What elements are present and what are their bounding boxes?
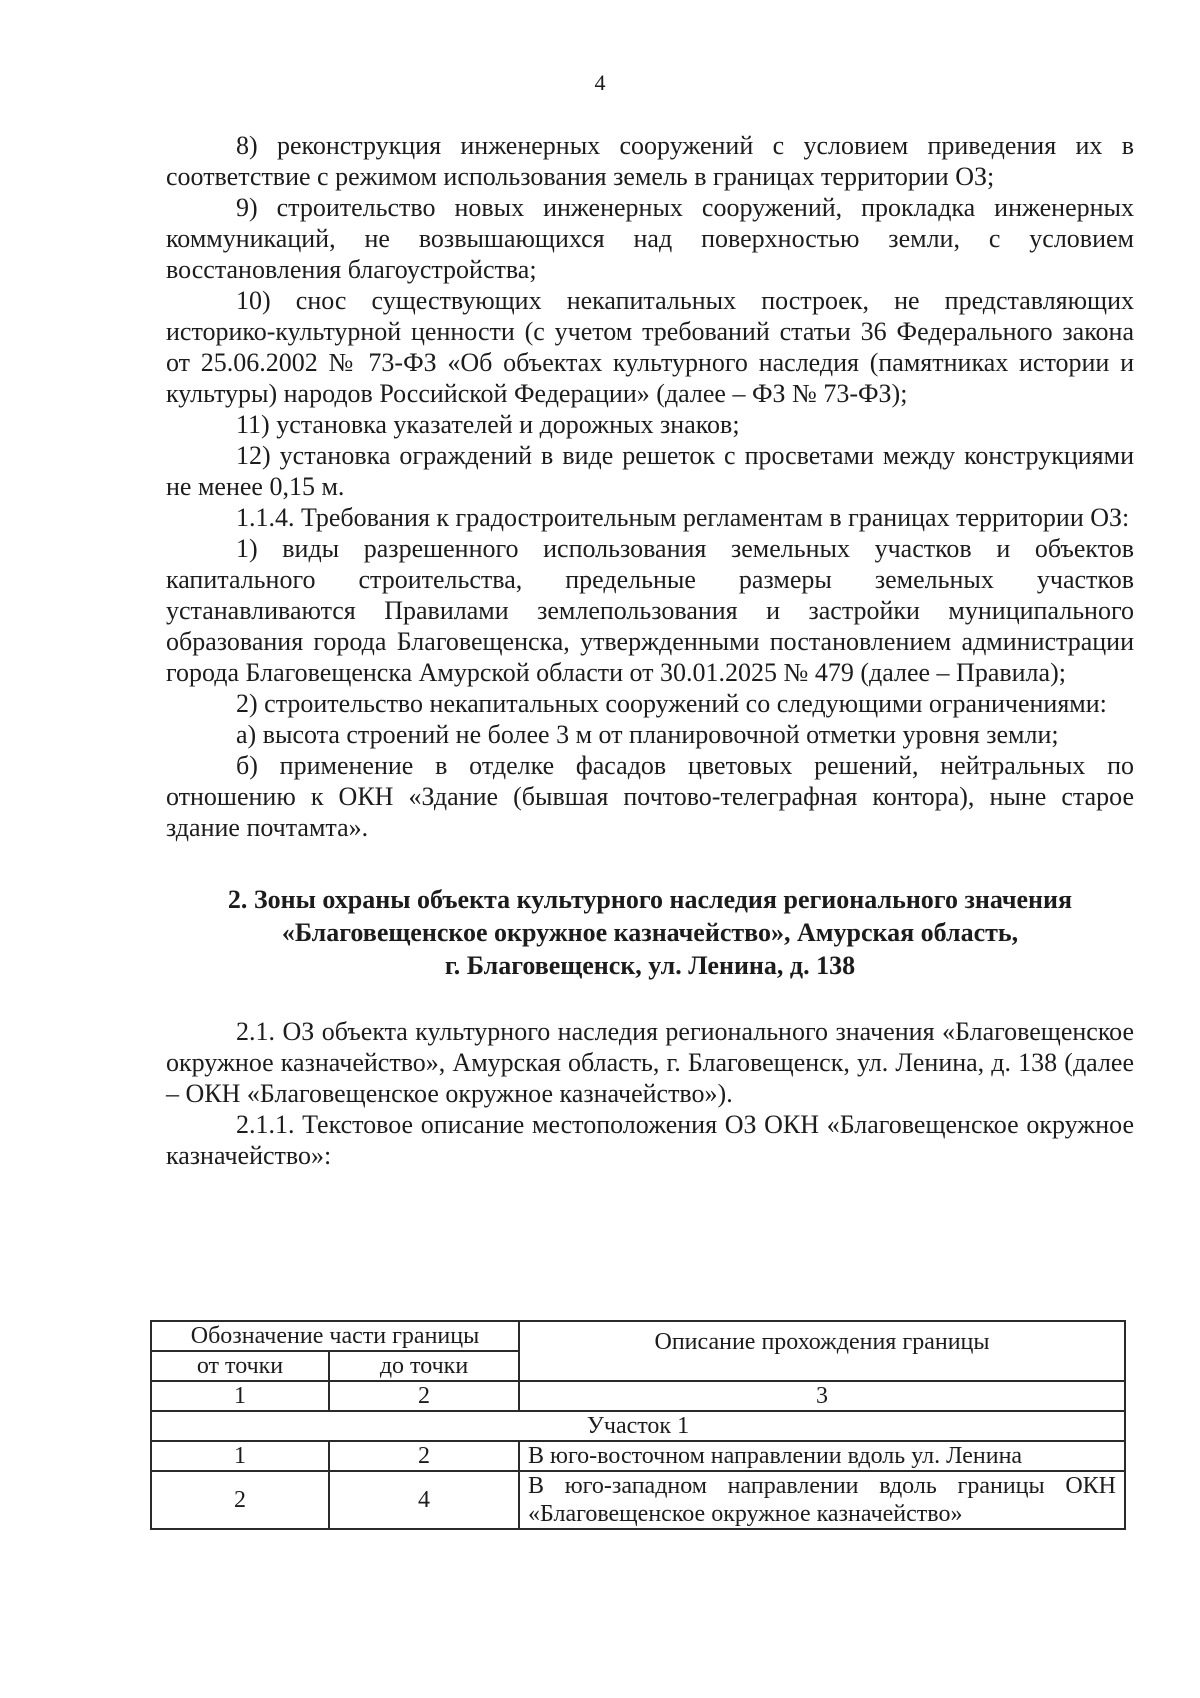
desc-cell: В юго-восточном направлении вдоль ул. Ленина — [519, 1441, 1125, 1471]
desc-cell: В юго-западном направлении вдоль границы ОКН «Благовещенское окружное казначейство» — [519, 1471, 1125, 1529]
from-cell: 2 — [151, 1471, 329, 1529]
table-row — [151, 1471, 1125, 1529]
paragraph-item-11: 11) установка указателей и дорожных знаков; — [236, 410, 740, 439]
colnum-cell: 2 — [329, 1381, 519, 1411]
paragraph-item-10: 10) снос существующих некапитальных построек, не представляющих историко-культурной ценности (с учетом требований статьи 36 Федерального закона от 25.06.2002 № 73-ФЗ «Об объектах культурного наследия (памятниках истории и культуры) народов Российской Федерации» (далее – ФЗ № 73-ФЗ); — [166, 286, 1134, 408]
header-to-cell: до точки — [329, 1351, 519, 1381]
section-heading-line: 2. Зоны охраны объекта культурного наследия регионального значения — [227, 885, 1073, 914]
from-cell: 1 — [151, 1441, 329, 1471]
paragraph-reg-1: 1) виды разрешенного использования земельных участков и объектов капитального строительства, предельные размеры земельных участков устанавливаются Правилами землепользования и застройки муниципального образования города Благовещенска, утвержденными постановлением администрации города Благовещенска Амурской области от 30.01.2025 № 479 (далее – Правила); — [166, 534, 1134, 687]
to-cell: 2 — [329, 1441, 519, 1471]
to-cell: 4 — [329, 1471, 519, 1529]
paragraph-2-1-1: 2.1.1. Текстовое описание местоположения ОЗ ОКН «Благовещенское окружное казначейство»: — [166, 1110, 1134, 1170]
table-header-row — [151, 1321, 1125, 1351]
header-desc-cell: Описание прохождения границы — [519, 1321, 1125, 1381]
page-number: 4 — [594, 70, 606, 95]
colnum-cell: 1 — [151, 1381, 329, 1411]
section-heading-line: г. Благовещенск, ул. Ленина, д. 138 — [444, 951, 856, 980]
colnum-cell: 3 — [519, 1381, 1125, 1411]
paragraph-1-1-4: 1.1.4. Требования к градостроительным регламентам в границах территории ОЗ: — [236, 503, 1130, 532]
paragraph-reg-2b: б) применение в отделке фасадов цветовых решений, нейтральных по отношению к ОКН «Здание (бывшая почтово-телеграфная контора), ныне старое здание почтамта». — [166, 751, 1134, 842]
paragraph-reg-2a: а) высота строений не более 3 м от планировочной отметки уровня земли; — [236, 720, 1059, 749]
table-row — [151, 1441, 1125, 1471]
paragraph-item-8: 8) реконструкция инженерных сооружений с условием приведения их в соответствие с режимом использования земель в границах территории ОЗ; — [166, 131, 1134, 191]
paragraph-item-9: 9) строительство новых инженерных сооружений, прокладка инженерных коммуникаций, не возвышающихся над поверхностью земли, с условием восстановления благоустройства; — [166, 193, 1134, 284]
header-from-cell: от точки — [151, 1351, 329, 1381]
table-section-row — [151, 1411, 1125, 1441]
section-label-cell: Участок 1 — [151, 1411, 1125, 1441]
boundary-table — [150, 1320, 1126, 1530]
table-colnum-row — [151, 1381, 1125, 1411]
paragraph-2-1: 2.1. ОЗ объекта культурного наследия регионального значения «Благовещенское окружное казначейство», Амурская область, г. Благовещенск, ул. Ленина, д. 138 (далее – ОКН «Благовещенское окружное казначейство»). — [166, 1017, 1134, 1108]
header-group-cell: Обозначение части границы — [151, 1321, 519, 1351]
section-heading — [166, 883, 1134, 982]
document-body — [166, 130, 1134, 1171]
section-heading-line: «Благовещенское окружное казначейство», Амурская область, — [281, 918, 1019, 947]
paragraph-item-12: 12) установка ограждений в виде решеток с просветами между конструкциями не менее 0,15 м. — [166, 441, 1134, 501]
paragraph-reg-2: 2) строительство некапитальных сооружений со следующими ограничениями: — [236, 689, 1107, 718]
